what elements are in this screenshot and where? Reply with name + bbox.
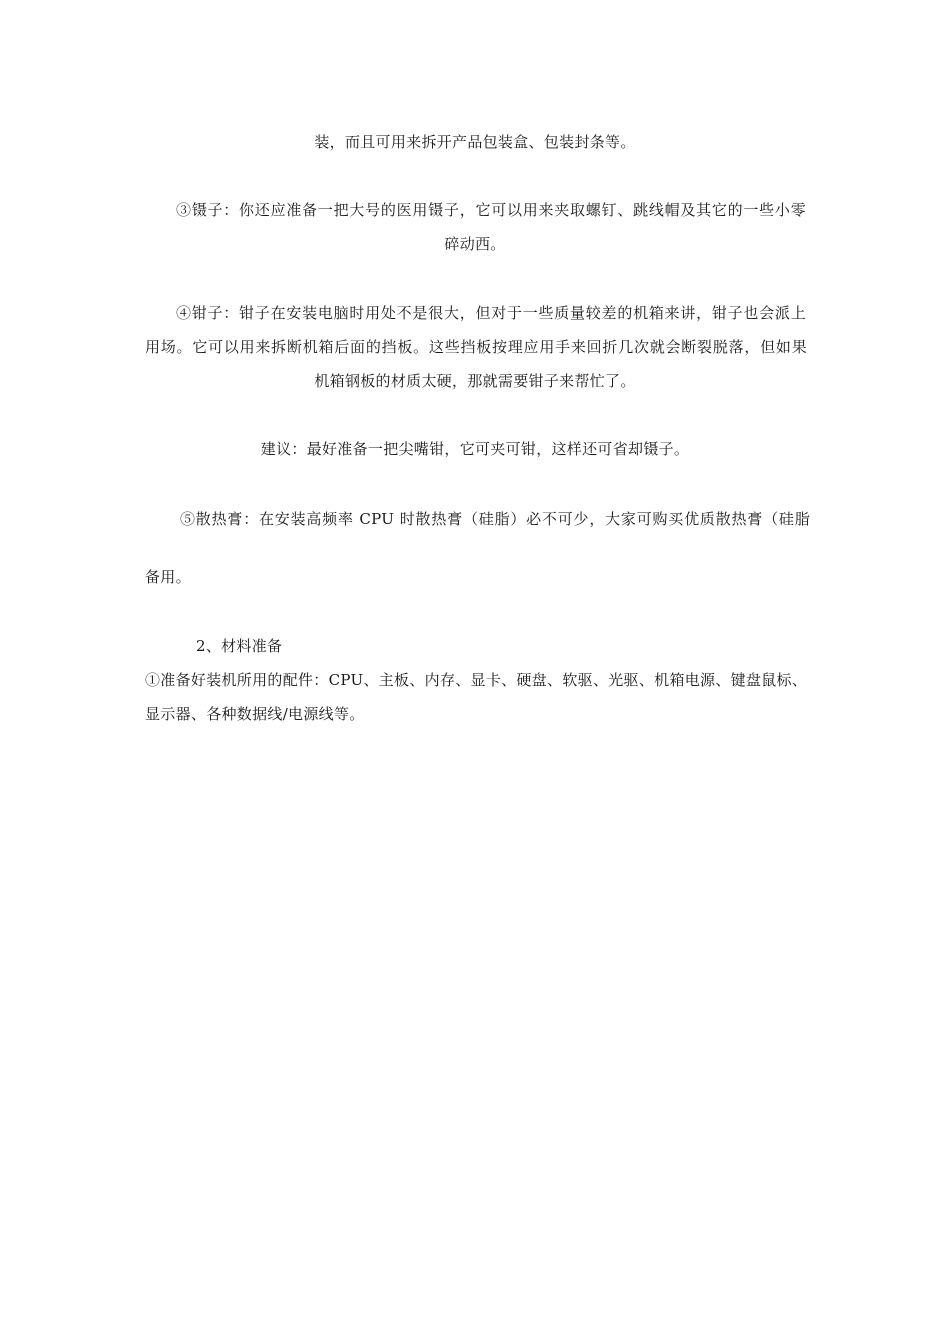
- text-line-components-cont: 显示器、各种数据线/电源线等。: [145, 705, 365, 723]
- text-line-tweezers-cont: 碎动西。: [444, 235, 506, 253]
- text-line-pliers-cont-2: 机箱钢板的材质太硬，那就需要钳子来帮忙了。: [314, 372, 636, 390]
- text-line-tweezers: ③镊子：你还应准备一把大号的医用镊子，它可以用来夹取螺钉、跳线帽及其它的一些小零: [176, 201, 806, 219]
- text-line-suggestion: 建议：最好准备一把尖嘴钳，它可夹可钳，这样还可省却镊子。: [260, 440, 690, 458]
- text-line-components: ①准备好装机所用的配件：CPU、主板、内存、显卡、硬盘、软驱、光驱、机箱电源、键盘鼠标、: [145, 671, 808, 689]
- text-line-pliers-cont-1: 用场。它可以用来拆断机箱后面的挡板。这些挡板按理应用手来回折几次就会断裂脱落，但如果: [145, 338, 807, 356]
- section-heading-materials: 2、材料准备: [196, 637, 283, 655]
- text-line-pliers: ④钳子：钳子在安装电脑时用处不是很大，但对于一些质量较差的机箱来讲，钳子也会派上: [176, 304, 806, 322]
- text-line-thermal-paste-cont: 备用。: [145, 568, 191, 586]
- text-line-thermal-paste: ⑤散热膏：在安装高频率 CPU 时散热膏（硅脂）必不可少，大家可购买优质散热膏（硅脂: [180, 510, 810, 528]
- text-line-tool-usage: 装，而且可用来拆开产品包装盒、包装封条等。: [314, 133, 636, 151]
